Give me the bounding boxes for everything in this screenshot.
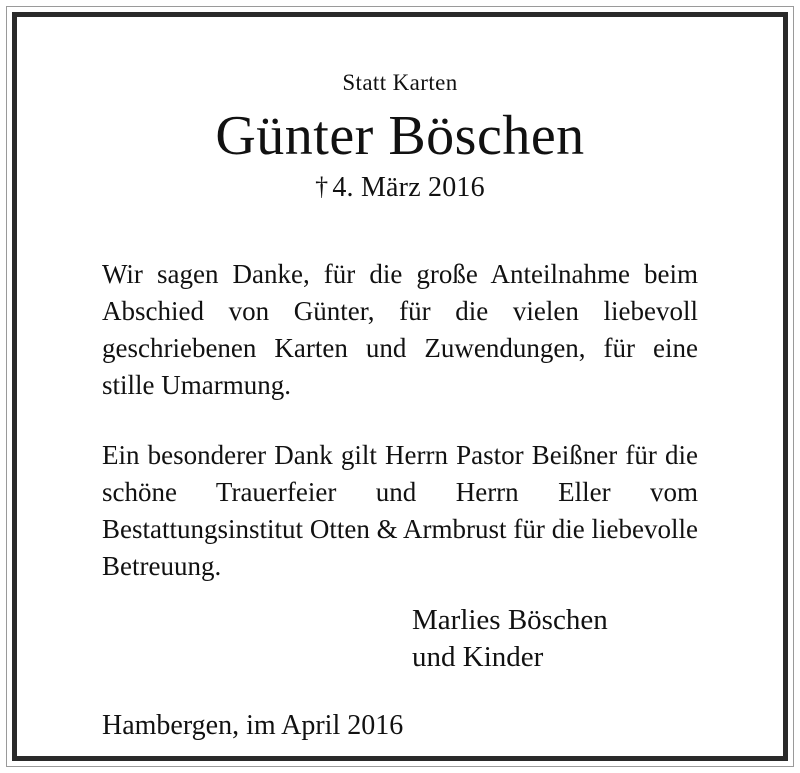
deceased-name: Günter Böschen — [215, 105, 585, 167]
signature-secondary: und Kinder — [412, 641, 544, 674]
death-date-line — [102, 172, 698, 204]
preheader-text: Statt Karten — [342, 70, 458, 95]
notice-content — [34, 34, 766, 742]
thanks-paragraph-second: Ein besonderer Dank gilt Herrn Pastor Beißner für die schöne Trauerfeier und Herrn Eller vom Bestattungsinstitut Otten & Armbrust für die liebevolle Betreuung. — [102, 440, 698, 581]
death-date-value: 4. März 2016 — [332, 172, 485, 204]
signature-block — [102, 602, 698, 676]
place-and-date: Hambergen, im April 2016 — [102, 710, 404, 742]
inner-border-frame — [12, 12, 788, 761]
signature-primary: Marlies Böschen — [412, 604, 608, 637]
thanks-paragraph-first: Wir sagen Danke, für die große Anteilnahme beim Abschied von Günter, für die vielen liebevoll geschriebenen Karten und Zuwendungen, für eine stille Umarmung. — [102, 259, 698, 400]
christian-cross-icon: † — [315, 172, 329, 202]
